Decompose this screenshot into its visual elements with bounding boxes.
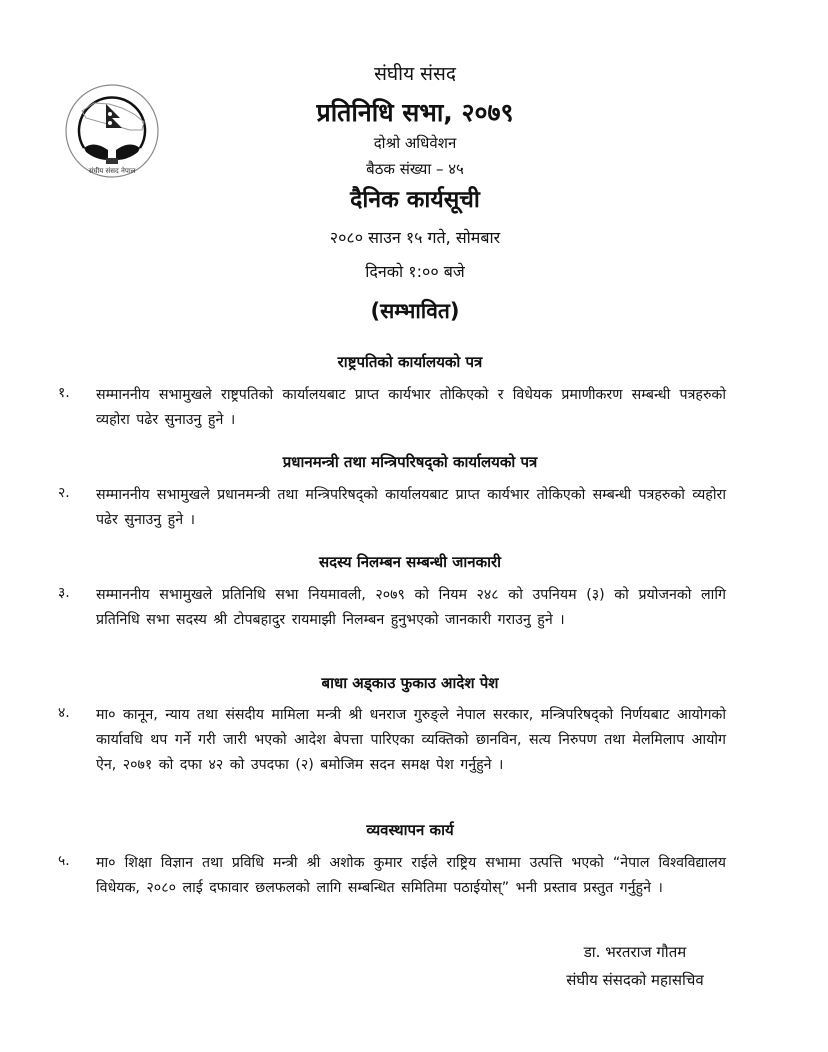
item-text: सम्माननीय सभामुखले प्रतिनिधि सभा नियमावली, २०७९ को नियम २४८ को उपनियम (३) को प्रयोजनको लागि प्रतिनिधि सभा सदस्य श्री टोपबहादुर रायमाझी निलम्बन हुनुभएको जानकारी गराउनु हुने । xyxy=(96,587,726,628)
section-title: व्यवस्थापन कार्य xyxy=(366,821,454,839)
emblem-text: संघीय संसद नेपाल xyxy=(88,167,136,175)
emblem-icon xyxy=(64,56,160,206)
parliament-name: संघीय संसद xyxy=(374,63,456,85)
agenda-time: दिनको १:०० बजे xyxy=(365,262,465,281)
item-number: १. xyxy=(58,385,70,401)
section-title: सदस्य निलम्बन सम्बन्धी जानकारी xyxy=(318,553,502,571)
item-number: २. xyxy=(58,485,70,501)
session-label: दोश्रो अधिवेशन xyxy=(373,134,457,152)
signatory-designation: संघीय संसदको महासचिव xyxy=(566,971,704,989)
item-text: सम्माननीय सभामुखले राष्ट्रपतिको कार्यालयबाट प्राप्त कार्यभार तोकिएको र विधेयक प्रमाणीकरण सम्बन्धी पत्रहरुको व्यहोरा पढेर सुनाउनु हुने । xyxy=(96,387,727,428)
tentative-label: (सम्भावित) xyxy=(370,299,460,323)
item-number: ५. xyxy=(58,853,70,869)
section-title: बाधा अड्काउ फुकाउ आदेश पेश xyxy=(321,674,499,692)
item-number: ३. xyxy=(58,585,70,601)
sitting-number: बैठक संख्या – ४५ xyxy=(366,160,464,178)
section-title: राष्ट्रपतिको कार्यालयको पत्र xyxy=(337,353,483,371)
agenda-date: २०८० साउन १५ गते, सोमबार xyxy=(329,228,501,247)
item-text: मा० कानून, न्याय तथा संसदीय मामिला मन्त्री श्री धनराज गुरुङ्ले नेपाल सरकार, मन्त्रिपरिषद्को निर्णयबाट आयोगको कार्यावधि थप गर्ने गरी जारी भएको आदेश बेपत्ता पारिएका व्यक्तिको छानविन, सत्य निरुपण तथा मेलमिलाप आयोग ऐन, २०७१ को दफा ४२ को उपदफा (२) बमोजिम सदन समक्ष पेश गर्नुहुने । xyxy=(96,707,726,773)
item-number: ४. xyxy=(58,705,70,721)
section-title: प्रधानमन्त्री तथा मन्त्रिपरिषद्‌को कार्यालयको पत्र xyxy=(282,453,538,471)
house-title: प्रतिनिधि सभा, २०७९ xyxy=(316,98,514,127)
agenda-title: दैनिक कार्यसूची xyxy=(350,187,480,213)
item-text: सम्माननीय सभामुखले प्रधानमन्त्री तथा मन्त्रिपरिषद्को कार्यालयबाट प्राप्त कार्यभार तोकिएको सम्बन्धी पत्रहरुको व्यहोरा पढेर सुनाउनु हुने । xyxy=(96,487,726,528)
parliament-emblem-logo xyxy=(64,56,160,206)
signatory-name: डा. भरतराज गौतम xyxy=(583,943,687,961)
item-text: मा० शिक्षा विज्ञान तथा प्रविधि मन्त्री श्री अशोक कुमार राईले राष्ट्रिय सभामा उत्पत्ति भएको “नेपाल विश्वविद्यालय विधेयक, २०८० लाई दफावार छलफलको लागि सम्बन्धित समितिमा पठाईयोस्” भनी प्रस्ताव प्रस्तुत गर्नुहुने । xyxy=(96,855,726,896)
